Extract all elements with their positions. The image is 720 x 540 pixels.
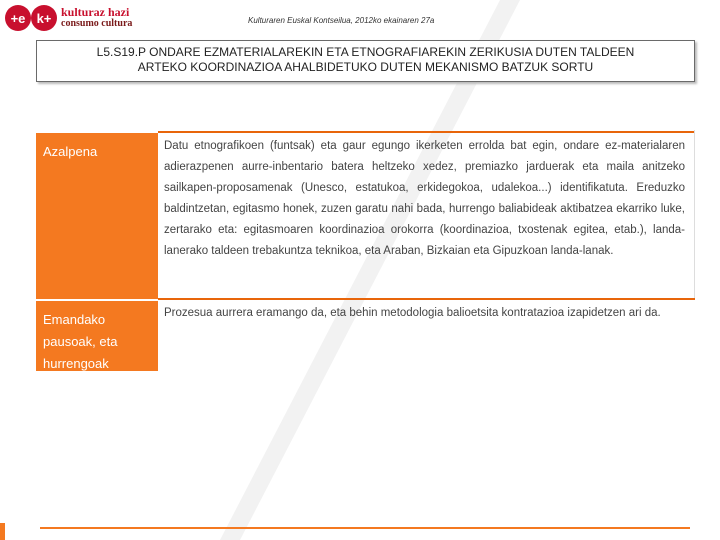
logo-line-2: consumo cultura	[61, 18, 133, 29]
title-line-1: L5.S19.P ONDARE EZMATERIALAREKIN ETA ETNOGRAFIAREKIN ZERIKUSIA DUTEN TALDEEN	[96, 45, 635, 59]
divider-right	[694, 130, 695, 300]
logo-circle-k: k+	[31, 5, 57, 31]
header-caption: Kulturaren Euskal Kontseilua, 2012ko ekainaren 27a	[248, 16, 435, 25]
footer-line	[40, 527, 690, 529]
logo	[5, 5, 145, 35]
title-box	[36, 40, 695, 82]
row-text-steps: Prozesua aurrera eramango da, eta behin metodologia balioetsita kontratazioa izapidetzen ari da.	[164, 307, 661, 319]
title-line-2: ARTEKO KOORDINAZIOA AHALBIDETUKO DUTEN MEKANISMO BATZUK SORTU	[137, 60, 594, 74]
divider-top	[158, 131, 695, 133]
row-label-steps: Emandako pausoak, eta hurrengoak	[36, 301, 158, 371]
row-label-description: Azalpena	[36, 133, 158, 299]
row-text-description: Datu etnografikoen (funtsak) eta gaur egungo ikerketen errolda bat egin, ondare ez-materialaren adierazpenen aurre-inbentario batera heltzeko xedez, premiazko jarduerak eta maila anitzeko sailkapen-proposamenak (Unesco, estatukoa, erkidegokoa, udalekoa...) identifikatuta. Ereduzko baldintzetan, egitasmo honek, zuzen garatu nahi bada, hurrengo baliabideak aktibatzea ekarriko luke, zertarako eta: egitasmoaren koordinazioa orokorra (koordinazioa, txostenak egitea, etab.), landa-lanerako taldeen trebakuntza teknikoa, eta Araban, Bizkaian eta Gipuzkoan landa-lanak.	[164, 140, 685, 257]
page-title	[37, 45, 694, 75]
divider-middle	[158, 298, 695, 300]
logo-circle-e: +e	[5, 5, 31, 31]
footer-bar	[0, 523, 5, 540]
logo-wordmark	[61, 6, 132, 30]
logo-line-1: kulturaz hazi	[61, 5, 130, 19]
